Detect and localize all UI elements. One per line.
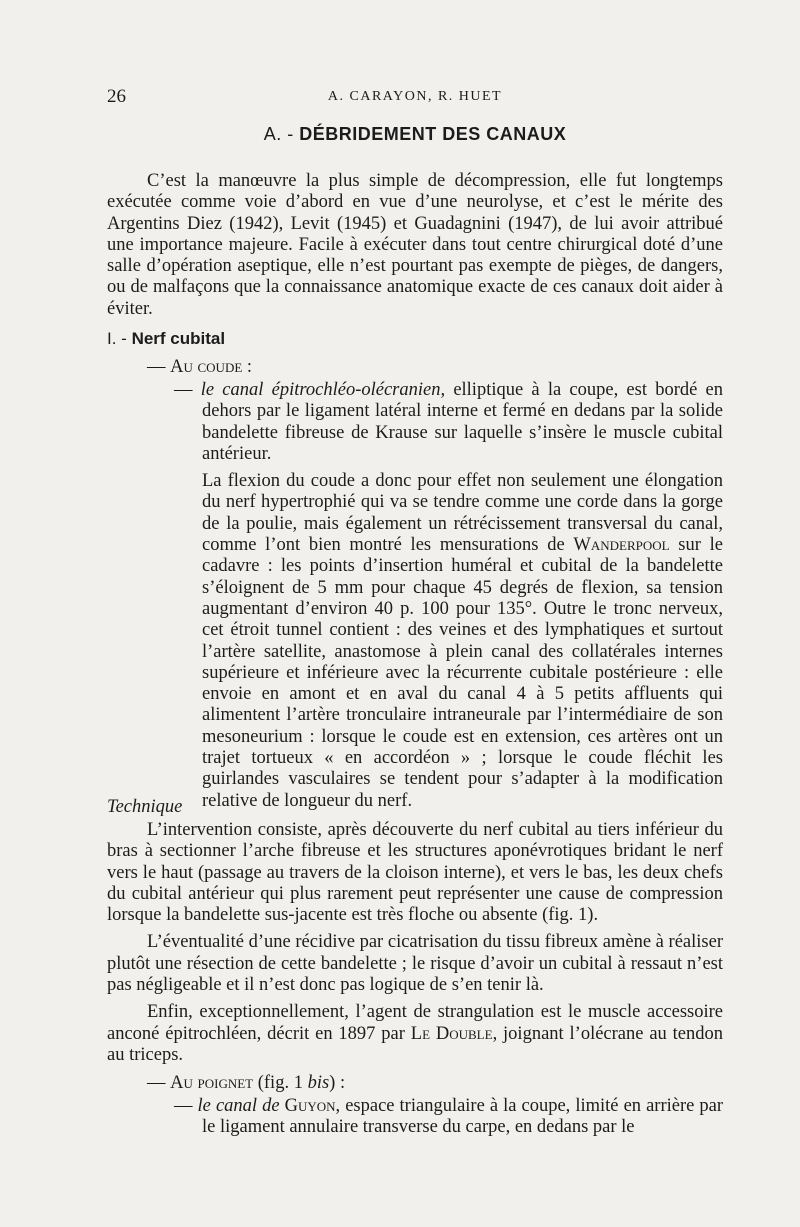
dash: — — [174, 1096, 198, 1116]
intro-paragraph: C’est la manœuvre la plus simple de décompression, elle fut longtemps exécutée comme voie d’abord en vue d’une neurolyse, et c’est le mérite des Argentins Diez (1942), Levit (1945) et Guadagnini (1947), de lui avoir attribué une importance majeure. Facile à exécuter dans tout centre chirurgical doté d’une salle d’opération aseptique, elle n’est pourtant pas exempte de pièges, de dangers, ou de malfaçons que la connaissance anatomique exacte de ces canaux doit aider à éviter. — [107, 171, 723, 319]
technique-paragraph-2: L’éventualité d’une récidive par cicatrisation du tissu fibreux amène à réaliser plutôt une résection de cette bandelette ; le risque d’avoir un cubital à ressaut n’est pas négligeable et il n’est donc pas logique de s’en tenir là. — [107, 932, 723, 996]
author-le-double: Le Double — [410, 1023, 493, 1044]
section-heading: DÉBRIDEMENT DES CANAUX — [299, 124, 567, 144]
coude-heading-text: Au coude — [170, 357, 243, 377]
coude-heading — [147, 357, 252, 378]
technique-block — [107, 820, 723, 1066]
fig-ref: (fig. 1 — [253, 1073, 308, 1093]
canal-guyon-item — [174, 1096, 723, 1139]
p3-text-1: Enfin, exceptionnellement, l’agent de strangulation est le muscle accessoire anconé épitrochléen, décrit en 1897 par — [107, 1002, 723, 1044]
fig-ref-end: ) : — [329, 1073, 346, 1093]
guyon-description: , espace triangulaire à la coupe, limité en arrière par le ligament annulaire transverse du carpe, en dedans par le — [202, 1096, 723, 1138]
fig-bis: bis — [307, 1073, 330, 1093]
canal-description: elliptique à la coupe, est bordé en dehors par le ligament latéral interne et fermé en dedans par la solide bandelette fibreuse de Krause sur laquelle s’insère le muscle cubital antérieur. — [202, 380, 724, 464]
subsection-title — [107, 329, 225, 349]
coude-block — [174, 380, 724, 812]
author-wanderpool: Wanderpool — [573, 535, 670, 556]
subsection-heading: Nerf cubital — [131, 329, 226, 348]
page-number: 26 — [107, 86, 126, 107]
dash: — — [147, 357, 171, 377]
dash: — — [174, 380, 201, 400]
running-head — [107, 86, 723, 112]
intro-block — [107, 171, 723, 320]
technique-paragraph-3 — [107, 1002, 723, 1066]
canal-term: le canal épitrochléo-olécranien, — [200, 380, 446, 400]
p3-text-2: , joignant l’olécrane au tendon au triceps. — [107, 1023, 723, 1065]
poignet-heading — [147, 1073, 345, 1094]
flexion-text-1: La flexion du coude a donc pour effet non seulement une élongation du nerf hypertrophié qui va se tendre comme une corde dans la gorge de la poulie, mais également un rétrécissement transversal du canal, comme l’ont bien montré les mensurations de — [202, 471, 723, 556]
poignet-block — [174, 1096, 723, 1139]
flexion-text-2: sur le cadavre : les points d’insertion huméral et cubital de la bandelette s’éloignent de 5 mm pour chaque 45 degrés de flexion, sa tension augmentant d’environ 40 p. 100 pour 135°. Outre le tronc nerveux, cet étroit tunnel contient : des veines et des lymphatiques et surtout l’artère satellite, anastomose à plein canal des collatérales internes supérieure et inférieure avec la récurrente cubitale postérieure : elle envoie en amont et en aval du canal 4 à 5 petits affluents qui alimentent l’artère tronculaire intraneurale par l’intermédiaire de son mesoneurium : lorsque le coude est en extension, ces artères ont un trajet tortueux « en accordéon » ; lorsque le coude fléchit les guirlandes vasculaires se tendent pour s’adapter à la modification relative de longueur du nerf. — [202, 535, 723, 811]
section-letter: A. - — [263, 124, 294, 144]
technique-paragraph-1: L’intervention consiste, après découverte du nerf cubital au tiers inférieur du bras à sectionner l’arche fibreuse et les structures aponévrotiques bridant le nerf vers le haut (passage au travers de la cloison interne), et vers le bas, les deux chefs du cubital antérieur qui plus rarement peut représenter une cause de compression lorsque la bandelette sus-jacente est très floche ou absente (fig. 1). — [107, 820, 723, 926]
guyon-term: le canal de — [197, 1096, 285, 1116]
colon: : — [242, 357, 253, 377]
subsection-number: I. - — [107, 329, 127, 348]
section-title — [107, 124, 723, 145]
flexion-paragraph — [202, 471, 723, 812]
canal-epitrochleo-item — [174, 380, 724, 465]
running-title: A. CARAYON, R. HUET — [327, 89, 503, 104]
poignet-heading-text: Au poignet — [170, 1073, 254, 1093]
dash: — — [147, 1073, 171, 1093]
author-guyon: Guyon — [284, 1096, 336, 1116]
technique-label: Technique — [107, 797, 183, 817]
